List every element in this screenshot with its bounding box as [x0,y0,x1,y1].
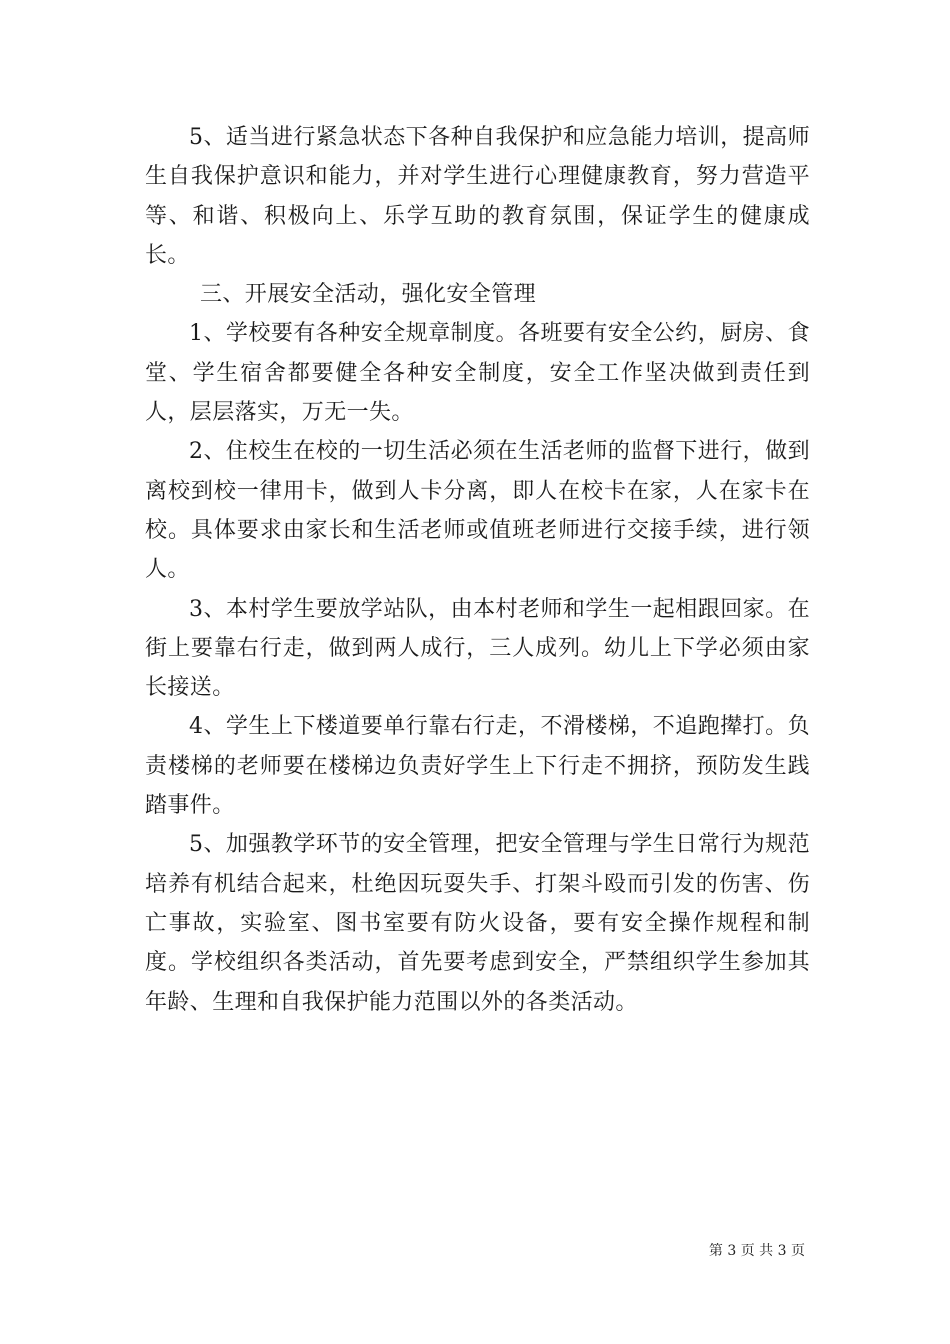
document-body [145,118,810,1022]
paragraph-rules: 1、学校要有各种安全规章制度。各班要有安全公约，厨房、食堂、学生宿舍都要健全各种安全制度，安全工作坚决做到责任到人，层层落实，万无一失。 [145,321,810,426]
page-number-footer: 第 3 页 共 3 页 [708,1243,805,1259]
paragraph-queue: 3、本村学生要放学站队，由本村老师和学生一起相跟回家。在街上要靠右行走，做到两人成行，三人成列。幼儿上下学必须由家长接送。 [145,596,810,701]
paragraph-boarding: 2、住校生在校的一切生活必须在生活老师的监督下进行，做到离校到校一律用卡，做到人卡分离，即人在校卡在家，人在家卡在校。具体要求由家长和生活老师或值班老师进行交接手续，进行领人。 [145,439,810,583]
paragraph-teaching: 5、加强教学环节的安全管理，把安全管理与学生日常行为规范培养有机结合起来，杜绝因玩耍失手、打架斗殴而引发的伤害、伤亡事故，实验室、图书室要有防火设备，要有安全操作规程和制度。学校组织各类活动，首先要考虑到安全，严禁组织学生参加其年龄、生理和自我保护能力范围以外的各类活动。 [145,832,810,1015]
section-heading: 三、开展安全活动，强化安全管理 [200,282,537,308]
paragraph-safety-training: 5、适当进行紧急状态下各种自我保护和应急能力培训，提高师生自我保护意识和能力，并对学生进行心理健康教育，努力营造平等、和谐、积极向上、乐学互助的教育氛围，保证学生的健康成长。 [145,125,810,268]
paragraph-stairs: 4、学生上下楼道要单行靠右行走，不滑楼梯，不追跑撵打。负责楼梯的老师要在楼梯边负责好学生上下行走不拥挤，预防发生践踏事件。 [145,714,810,819]
